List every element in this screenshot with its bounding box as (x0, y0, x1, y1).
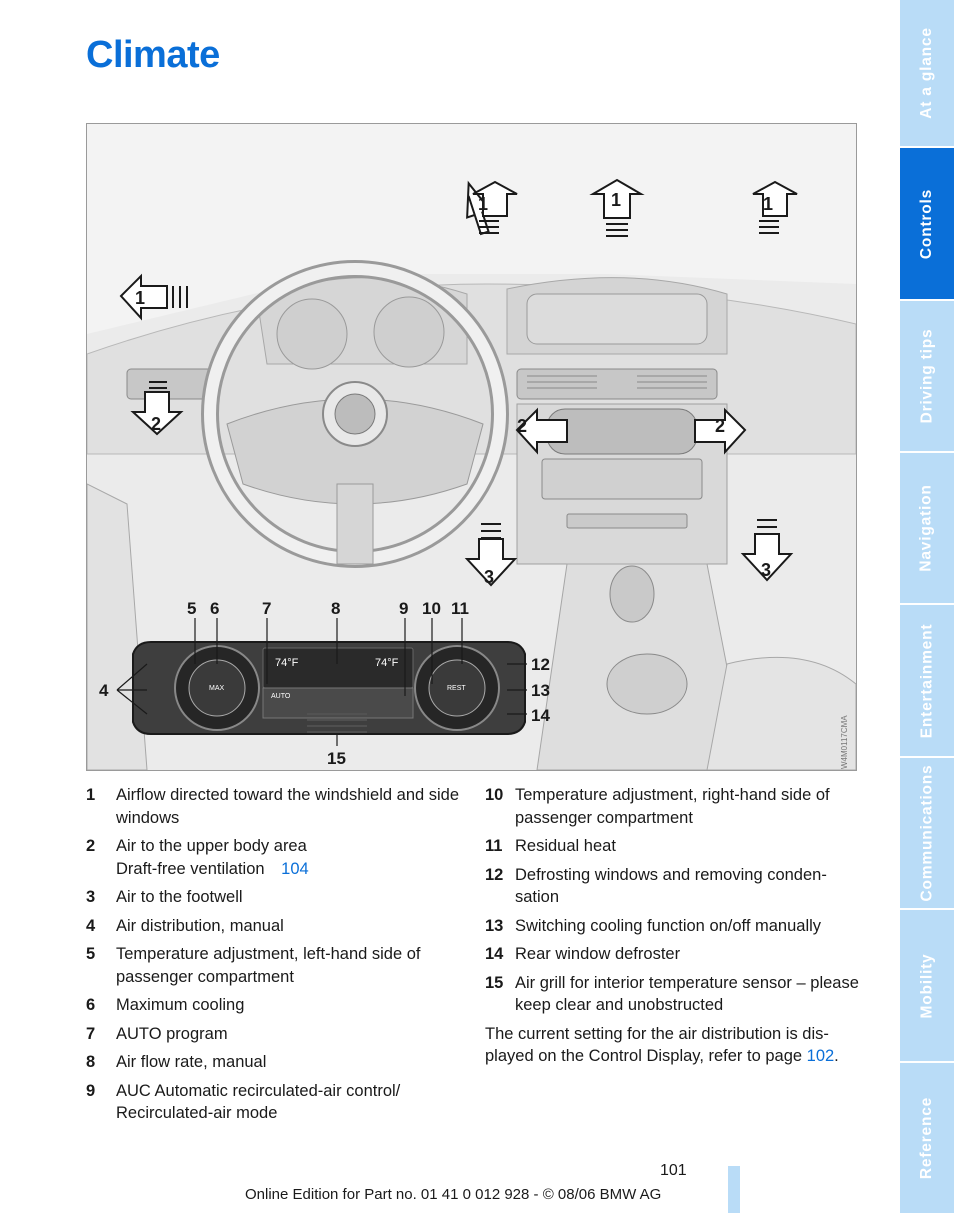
legend-text: Switching cooling function on/off manually (515, 916, 822, 935)
panel-temp-right: 74°F (375, 657, 399, 669)
tab-driving-tips[interactable] (900, 301, 954, 451)
callout-2b: 2 (517, 416, 528, 436)
callout-9: 9 (399, 599, 409, 618)
legend-item (86, 943, 466, 988)
callout-15: 15 (327, 749, 346, 768)
page-reference-link[interactable]: 102 (806, 1047, 835, 1065)
tab-label: Entertainment (918, 623, 936, 738)
legend-item (86, 915, 466, 938)
legend-text: Defrosting windows and removing conden-sation (515, 865, 827, 906)
legend-number: 14 (485, 945, 504, 963)
legend-text: Air to the upper body area (116, 837, 307, 855)
page-number: 101 (660, 1162, 687, 1179)
legend-text: AUTO program (116, 1024, 228, 1043)
tab-communications[interactable] (900, 758, 954, 908)
footer-text: Online Edition for Part no. 01 41 0 012 928 - © 08/06 BMW AG (245, 1186, 662, 1203)
legend-item (485, 835, 860, 858)
panel-auto-label: AUTO (271, 693, 291, 700)
callout-4: 4 (99, 681, 109, 700)
legend-number: 15 (485, 973, 504, 992)
page-number-bar (728, 1166, 740, 1213)
note-end: . (834, 1047, 839, 1065)
tab-reference[interactable] (900, 1063, 954, 1213)
legend-number: 6 (86, 996, 96, 1014)
callout-10: 10 (422, 599, 441, 618)
legend-right (485, 784, 860, 1068)
callout-1b: 1 (611, 190, 622, 210)
legend-text: Maximum cooling (116, 996, 245, 1014)
legend-item (485, 915, 860, 938)
legend-text: Air to the footwell (116, 888, 243, 906)
tab-label: Navigation (918, 484, 936, 572)
callout-3b: 3 (761, 560, 772, 580)
legend-left (86, 784, 466, 1131)
tab-label: At a glance (918, 27, 935, 119)
callout-7: 7 (262, 599, 272, 618)
callout-1a: 1 (478, 194, 489, 214)
legend-text: Air grill for interior temperature sensor – please keep clear and unobstructed (515, 973, 859, 1014)
legend-item (86, 784, 466, 829)
callout-12: 12 (531, 655, 550, 674)
legend-number: 3 (86, 888, 96, 906)
tab-label: Reference (918, 1096, 936, 1180)
callout-6: 6 (210, 599, 220, 618)
tab-at-a-glance[interactable] (900, 0, 954, 146)
callout-11: 11 (451, 599, 469, 618)
tab-label: Communications (918, 764, 935, 902)
legend-text: Air flow rate, manual (116, 1053, 267, 1071)
callout-2a: 2 (151, 414, 162, 434)
legend-number: 11 (485, 837, 503, 855)
tab-label: Driving tips (918, 328, 936, 424)
legend-number: 1 (86, 786, 96, 804)
callout-2c: 2 (715, 416, 726, 436)
tab-label: Controls (918, 188, 935, 259)
callout-13: 13 (531, 681, 550, 700)
callout-14: 14 (531, 706, 550, 725)
callout-5: 5 (187, 599, 197, 618)
legend-number: 12 (485, 865, 504, 884)
tab-label: Mobility (918, 953, 936, 1018)
legend-number: 13 (485, 916, 504, 935)
callout-1d: 1 (135, 288, 146, 308)
legend-item (86, 1051, 466, 1074)
legend-number: 2 (86, 837, 96, 855)
tab-navigation[interactable] (900, 453, 954, 603)
legend-item (86, 1080, 466, 1125)
legend-text: Residual heat (515, 837, 616, 855)
legend-number: 7 (86, 1024, 96, 1043)
callout-3a: 3 (484, 567, 495, 587)
legend-text: Air distribution, manual (116, 916, 284, 935)
panel-max-label: MAX (209, 685, 225, 692)
note-text: The current setting for the air distribution is dis-played on the Control Display, refer to page (485, 1024, 829, 1065)
panel-rest-label: REST (447, 685, 466, 692)
tab-mobility[interactable] (900, 910, 954, 1061)
legend-item (86, 835, 466, 880)
legend-item (485, 943, 860, 966)
legend-item (86, 886, 466, 909)
legend-number: 10 (485, 786, 504, 804)
legend-text: Rear window defroster (515, 945, 681, 963)
section-tabs (900, 0, 954, 1213)
legend-item (86, 994, 466, 1017)
dashboard-illustration (86, 123, 857, 771)
callout-8: 8 (331, 599, 341, 618)
tab-controls[interactable] (900, 148, 954, 299)
legend-text: Temperature adjustment, left-hand side of passenger compartment (116, 945, 421, 986)
legend-number: 5 (86, 945, 96, 963)
image-code: W4M0117CMA (840, 715, 849, 769)
callout-1c: 1 (763, 194, 774, 214)
note-paragraph (485, 1023, 860, 1068)
legend-text-secondary: Draft-free ventilation (116, 859, 265, 878)
legend-text: AUC Automatic recirculated-air control/ Recirculated-air mode (116, 1081, 401, 1122)
page-title: Climate (86, 34, 220, 76)
legend-number: 4 (86, 916, 96, 935)
legend-number: 9 (86, 1081, 96, 1100)
page-reference-link[interactable]: 104 (281, 859, 309, 878)
legend-item (485, 972, 860, 1017)
legend-text: Airflow directed toward the windshield and side windows (116, 786, 460, 827)
legend-number: 8 (86, 1053, 96, 1071)
tab-entertainment[interactable] (900, 605, 954, 756)
legend-item (485, 784, 860, 829)
legend-text: Temperature adjustment, right-hand side of passenger compartment (515, 786, 830, 827)
legend-item (86, 1023, 466, 1046)
panel-temp-left: 74°F (275, 657, 299, 669)
legend-item (485, 864, 860, 909)
